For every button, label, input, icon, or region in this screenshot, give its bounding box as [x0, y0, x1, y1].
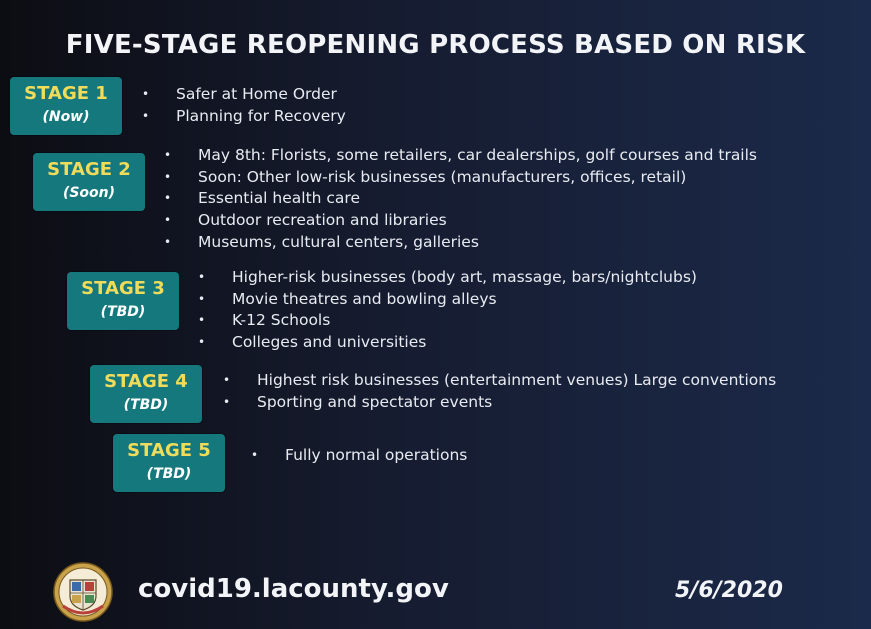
- list-item: • Essential health care: [164, 188, 757, 210]
- stage-2-timing: (Soon): [62, 185, 116, 201]
- list-item: • Planning for Recovery: [142, 106, 346, 128]
- stage-4-timing: (TBD): [123, 397, 169, 413]
- list-item: • May 8th: Florists, some retailers, car dealerships, golf courses and trails: [164, 145, 757, 167]
- stage-2-list: [164, 145, 757, 254]
- list-item: • Higher-risk businesses (body art, massage, bars/nightclubs): [198, 267, 697, 289]
- list-item: • Highest risk businesses (entertainment venues) Large conventions: [223, 370, 776, 392]
- stage-5-timing: (TBD): [146, 466, 192, 482]
- stage-3-list: [198, 267, 697, 354]
- list-item: • Colleges and universities: [198, 332, 697, 354]
- stage-1-box: [10, 77, 122, 135]
- stage-5-box: [113, 434, 225, 492]
- stage-1-timing: (Now): [42, 109, 90, 125]
- stage-5-label: STAGE 5: [127, 440, 211, 461]
- website-url: covid19.lacounty.gov: [138, 574, 449, 604]
- stage-1-list: [142, 84, 346, 127]
- list-item: • Soon: Other low-risk businesses (manufacturers, offices, retail): [164, 167, 757, 189]
- list-item: • Safer at Home Order: [142, 84, 346, 106]
- list-item: • Sporting and spectator events: [223, 392, 776, 414]
- stage-4-box: [90, 365, 202, 423]
- stage-3-box: [67, 272, 179, 330]
- list-item: • Museums, cultural centers, galleries: [164, 232, 757, 254]
- stage-4-list: [223, 370, 776, 413]
- stage-2-box: [33, 153, 145, 211]
- list-item: • Movie theatres and bowling alleys: [198, 289, 697, 311]
- stage-3-label: STAGE 3: [81, 278, 165, 299]
- list-item: • Outdoor recreation and libraries: [164, 210, 757, 232]
- county-seal-icon: [53, 562, 113, 622]
- slide-title: FIVE-STAGE REOPENING PROCESS BASED ON RISK: [65, 30, 806, 60]
- stage-1-label: STAGE 1: [24, 83, 108, 104]
- slide-date: 5/6/2020: [675, 578, 783, 603]
- stage-4-label: STAGE 4: [104, 371, 188, 392]
- stage-3-timing: (TBD): [100, 304, 146, 320]
- list-item: • Fully normal operations: [251, 445, 467, 467]
- stage-2-label: STAGE 2: [47, 159, 131, 180]
- stage-5-list: [251, 445, 467, 467]
- list-item: • K-12 Schools: [198, 310, 697, 332]
